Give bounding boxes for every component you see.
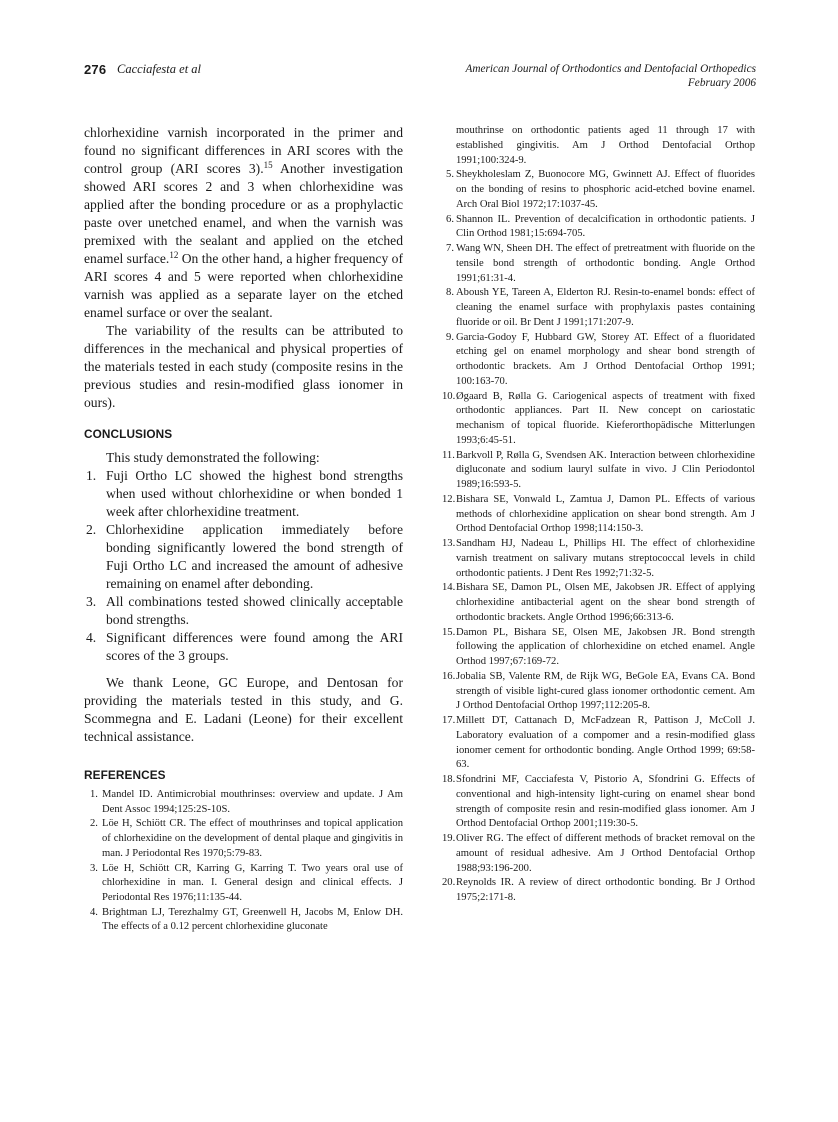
conclusions-heading: CONCLUSIONS	[84, 427, 173, 441]
discussion-paragraph-2: The variability of the results can be attributed to differences in the mechanical and physical properties of the materials tested in each study (composite resins in the previous studies and resin-modified glass ionomer in ours).	[84, 323, 403, 410]
discussion-paragraph-1: chlorhexidine varnish incorporated in the primer and found no significant differences in ARI scores with the control group (ARI scores 3).$^{15}$ Another investigation showed ARI scores 2 and 3 when chlorhexidine was applied after the bonding procedure or as a prophylactic paste over unetched enamel, and when the varnish was premixed with the sealant and applied on the etched enamel surface.$^{12}$ On the other hand, a higher frequency of ARI scores 4 and 5 were reported when chlorhexidine varnish was applied as a separate layer on the etched enamel surface or over the sealant.	[84, 125, 403, 320]
reference-item: 14. Bishara SE, Damon PL, Olsen ME, Jakobsen JR. Effect of applying chlorhexidine antibacterial agent on the shear bond strength of orthodontic brackets. Angle Orthod 1996;66:313-6.	[442, 582, 755, 623]
reference-item: 17. Millett DT, Cattanach D, McFadzean R, Pattison J, McColl J. Laboratory evaluation of a compomer and a resin-modified glass ionomer cement for orthodontic bonding. Angle Orthod 1999; 69:58-63.	[442, 715, 755, 771]
reference-continuation: mouthrinse on orthodontic patients aged 11 through 17 with established gingivitis. Am J Orthod Dentofacial Orthop 1991;100:324-9.	[456, 125, 755, 166]
citation-15[interactable]: 15	[263, 160, 273, 170]
conclusions-intro: This study demonstrated the following:	[106, 450, 320, 465]
conclusion-item: 2. Chlorhexidine application immediately before bonding significantly lowered the bond strength of Fuji Ortho LC and increased the amount of adhesive remaining on enamel after debonding.	[86, 522, 403, 591]
reference-item: 6. Shannon IL. Prevention of decalcification in orthodontic patients. J Clin Orthod 1981;15:694-705.	[446, 213, 755, 240]
acknowledgment: We thank Leone, GC Europe, and Dentosan for providing the materials tested in this study, and G. Scommegna and E. Ladani (Leone) for their excellent technical assistance.	[84, 675, 403, 744]
conclusion-item: 4. Significant differences were found among the ARI scores of the 3 groups.	[86, 630, 403, 663]
running-head	[84, 62, 756, 98]
reference-item: 5. Sheykholeslam Z, Buonocore MG, Gwinnett AJ. Effect of fluorides on the bonding of resins to phosphoric acid-etched bovine enamel. Arch Oral Biol 1972;17:1037-45.	[446, 169, 755, 210]
citation-12[interactable]: 12	[169, 250, 179, 260]
reference-item: 8. Aboush YE, Tareen A, Elderton RJ. Resin-to-enamel bonds: effect of cleaning the enamel surface with prophylaxis pastes containing fluoride or oil. Br Dent J 1991;171:207-9.	[446, 287, 755, 328]
conclusions-list	[84, 467, 403, 665]
reference-item: 3. Löe H, Schiött CR, Karring G, Karring T. Two years oral use of chlorhexidine in man. I. General design and clinical effects. J Periodontal Res 1976;11:135-44.	[90, 862, 403, 903]
reference-item: 7. Wang WN, Sheen DH. The effect of pretreatment with fluoride on the tensile bond strength of orthodontic bonding. Angle Orthod 1991;61:31-4.	[446, 243, 755, 284]
reference-item: 9. Garcia-Godoy F, Hubbard GW, Storey AT. Effect of a fluoridated etching gel on enamel morphology and shear bond strength of orthodontic brackets. Am J Orthod Dentofacial Orthop 1991; 100:163-70.	[446, 331, 755, 387]
reference-item: 12. Bishara SE, Vonwald L, Zamtua J, Damon PL. Effects of various methods of chlorhexidine application on shear bond strength. Am J Orthod Dentofacial Orthop 1998;114:150-3.	[442, 493, 755, 535]
conclusion-item: 3. All combinations tested showed clinically acceptable bond strengths.	[86, 594, 403, 627]
running-author: Cacciafesta et al	[117, 62, 202, 76]
left-column	[84, 124, 403, 935]
reference-item: 18. Sfondrini MF, Cacciafesta V, Pistorio A, Sfondrini G. Effects of conventional and high-intensity light-curing on enamel shear bond strength of composite resin and resin-modified glass ionomer. Am J Orthod Dentofacial Orthop 2001;119:30-5.	[442, 774, 755, 830]
reference-item: 16. Jobalia SB, Valente RM, de Rijk WG, BeGole EA, Evans CA. Bond strength of visible light-cured glass ionomer orthodontic cement. Am J Orthod Dentofacial Orthop 1997;112:205-8.	[442, 670, 755, 712]
reference-item: 1. Mandel ID. Antimicrobial mouthrinses: overview and update. J Am Dent Assoc 1994;125:2S-10S.	[90, 789, 403, 815]
reference-item: 19. Oliver RG. The effect of different methods of bracket removal on the amount of residual adhesive. Am J Orthod Dentofacial Orthop 1988;93:196-200.	[442, 833, 755, 874]
conclusion-item: 1. Fuji Ortho LC showed the highest bond strengths when used without chlorhexidine or when bonded 1 week after chlorhexidine treatment.	[86, 468, 403, 519]
reference-item: 11. Barkvoll P, Rølla G, Svendsen AK. Interaction between chlorhexidine digluconate and sodium lauryl sulfate in vivo. J Clin Periodontol 1989;16:593-5.	[442, 449, 755, 490]
right-column	[442, 124, 755, 906]
reference-item: 15. Damon PL, Bishara SE, Olsen ME, Jakobsen JR. Bond strength following the application of chlorhexidine on etched enamel. Angle Orthod 1997;67:169-72.	[442, 626, 755, 667]
reference-item: 10. Øgaard B, Rølla G. Cariogenical aspects of treatment with fixed orthodontic appliances. Part II. New concept on cariostatic mechanism of topical fluoride. Kieferorthopädische Mitterlungen 1993;6:45-51.	[442, 390, 755, 446]
page-number: 276	[84, 62, 107, 77]
references-list-right	[442, 168, 755, 906]
reference-item: 4. Brightman LJ, Terezhalmy GT, Greenwell H, Jacobs M, Enlow DH. The effects of a 0.12 percent chlorhexidine gluconate	[90, 906, 403, 933]
reference-item: 2. Löe H, Schiött CR. The effect of mouthrinses and topical application of chlorhexidine on the development of dental plaque and gingivitis in man. J Periodontal Res 1970;5:79-83.	[90, 818, 403, 859]
journal-title: American Journal of Orthodontics and Dentofacial Orthopedics	[465, 63, 756, 75]
journal-issue: February 2006	[687, 77, 756, 89]
journal-info	[465, 62, 756, 90]
references-list-left	[84, 788, 403, 935]
references-heading: REFERENCES	[84, 768, 166, 782]
reference-item: 20. Reynolds IR. A review of direct orthodontic bonding. Br J Orthod 1975;2:171-8.	[442, 877, 755, 903]
reference-item: 13. Sandham HJ, Nadeau L, Phillips HI. The effect of chlorhexidine varnish treatment on salivary mutans streptococcal levels in child orthodontic patients. J Dent Res 1992;71:32-5.	[442, 538, 755, 579]
